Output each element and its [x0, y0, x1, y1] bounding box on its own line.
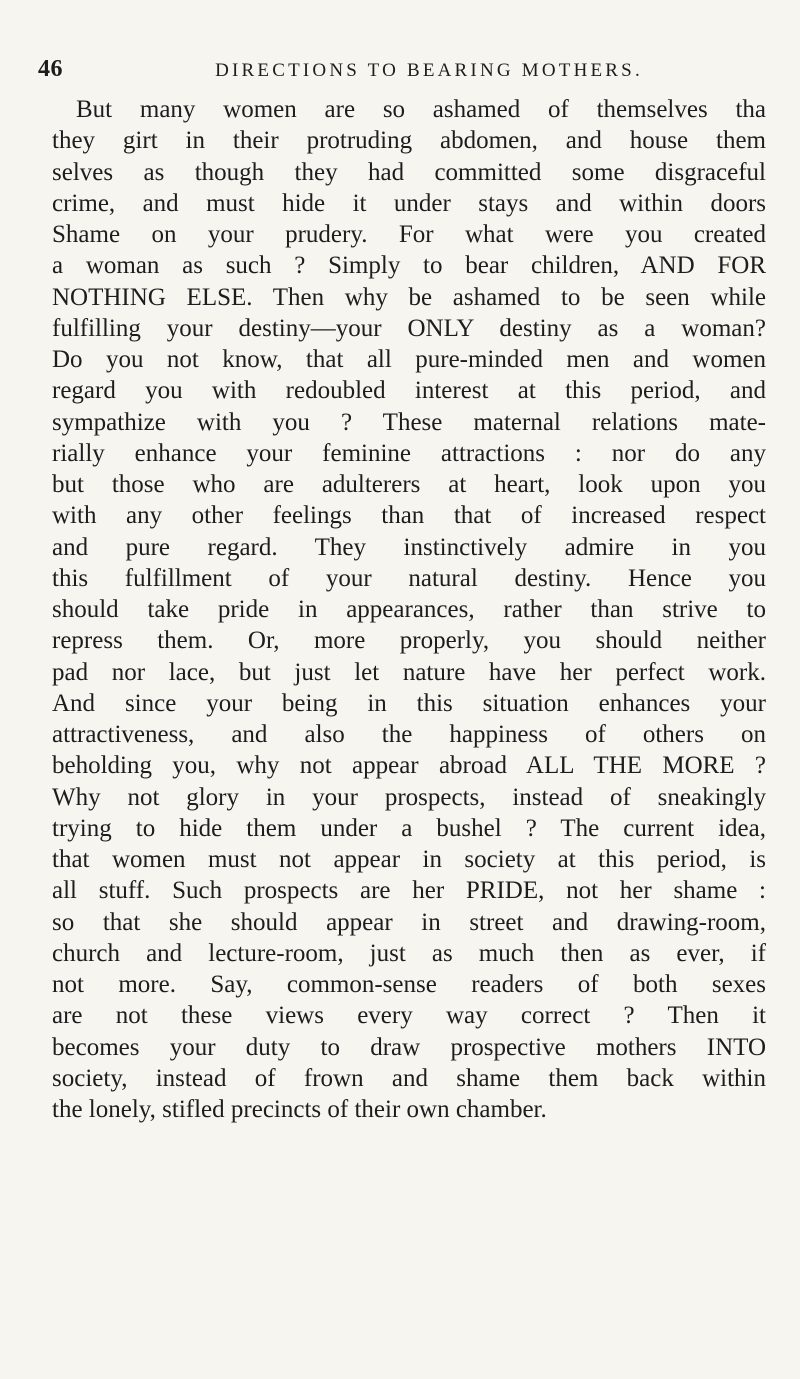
paragraph: [52, 94, 766, 1125]
text-line: regard you with redoubled interest at this period, and: [52, 377, 766, 405]
text-line: should take pride in appearances, rather than strive to: [52, 596, 766, 623]
text-line: crime, and must hide it under stays and within doors: [52, 189, 766, 217]
text-line: church and lecture-room, just as much then as ever, if: [52, 939, 766, 967]
text-line: repress them. Or, more properly, you should neither: [52, 627, 766, 655]
text-line: becomes your duty to draw prospective mothers INTO: [52, 1033, 766, 1061]
text-line: but those who are adulterers at heart, look upon you: [52, 471, 766, 498]
text-line: and pure regard. They instinctively admire in you: [52, 533, 766, 561]
text-line: with any other feelings than that of increased respect: [52, 502, 766, 530]
text-line: Why not glory in your prospects, instead of sneakingly: [52, 783, 766, 811]
text-line: rially enhance your feminine attractions : nor do any: [52, 439, 766, 467]
text-line: NOTHING ELSE. Then why be ashamed to be seen while: [52, 283, 766, 311]
page-number: 46: [38, 56, 63, 82]
page-header: [38, 56, 768, 90]
text-line: they girt in their protruding abdomen, and house them: [52, 127, 766, 155]
text-line: And since your being in this situation enhances your: [52, 689, 766, 717]
running-head: DIRECTIONS TO BEARING MOTHERS.: [215, 60, 643, 81]
text-line: sympathize with you ? These maternal relations mate-: [52, 408, 766, 436]
text-line: society, instead of frown and shame them back within: [52, 1064, 766, 1092]
text-line: trying to hide them under a bushel ? The current idea,: [52, 814, 766, 842]
text-line: pad nor lace, but just let nature have her perfect work.: [52, 658, 766, 686]
text-line: beholding you, why not appear abroad ALL THE MORE ?: [52, 752, 766, 780]
text-line: Shame on your prudery. For what were you created: [52, 221, 766, 248]
text-line: that women must not appear in society at this period, is: [52, 846, 766, 873]
text-line: all stuff. Such prospects are her PRIDE, not her shame :: [52, 877, 766, 905]
text-line: fulfilling your destiny—your ONLY destiny as a woman?: [52, 314, 766, 342]
text-line: But many women are so ashamed of themselves tha: [76, 96, 766, 123]
text-line: so that she should appear in street and drawing-room,: [52, 908, 766, 936]
text-line: this fulfillment of your natural destiny. Hence you: [52, 564, 766, 592]
text-line: the lonely, stifled precincts of their own chamber.: [52, 1096, 547, 1123]
text-line: are not these views every way correct ? Then it: [52, 1002, 766, 1030]
text-line: Do you not know, that all pure-minded men and women: [52, 346, 766, 373]
text-line: not more. Say, common-sense readers of both sexes: [52, 971, 766, 998]
text-line: selves as though they had committed some disgraceful: [52, 158, 766, 186]
text-line: attractiveness, and also the happiness of others on: [52, 721, 766, 748]
text-line: a woman as such ? Simply to bear children, AND FOR: [52, 252, 766, 280]
